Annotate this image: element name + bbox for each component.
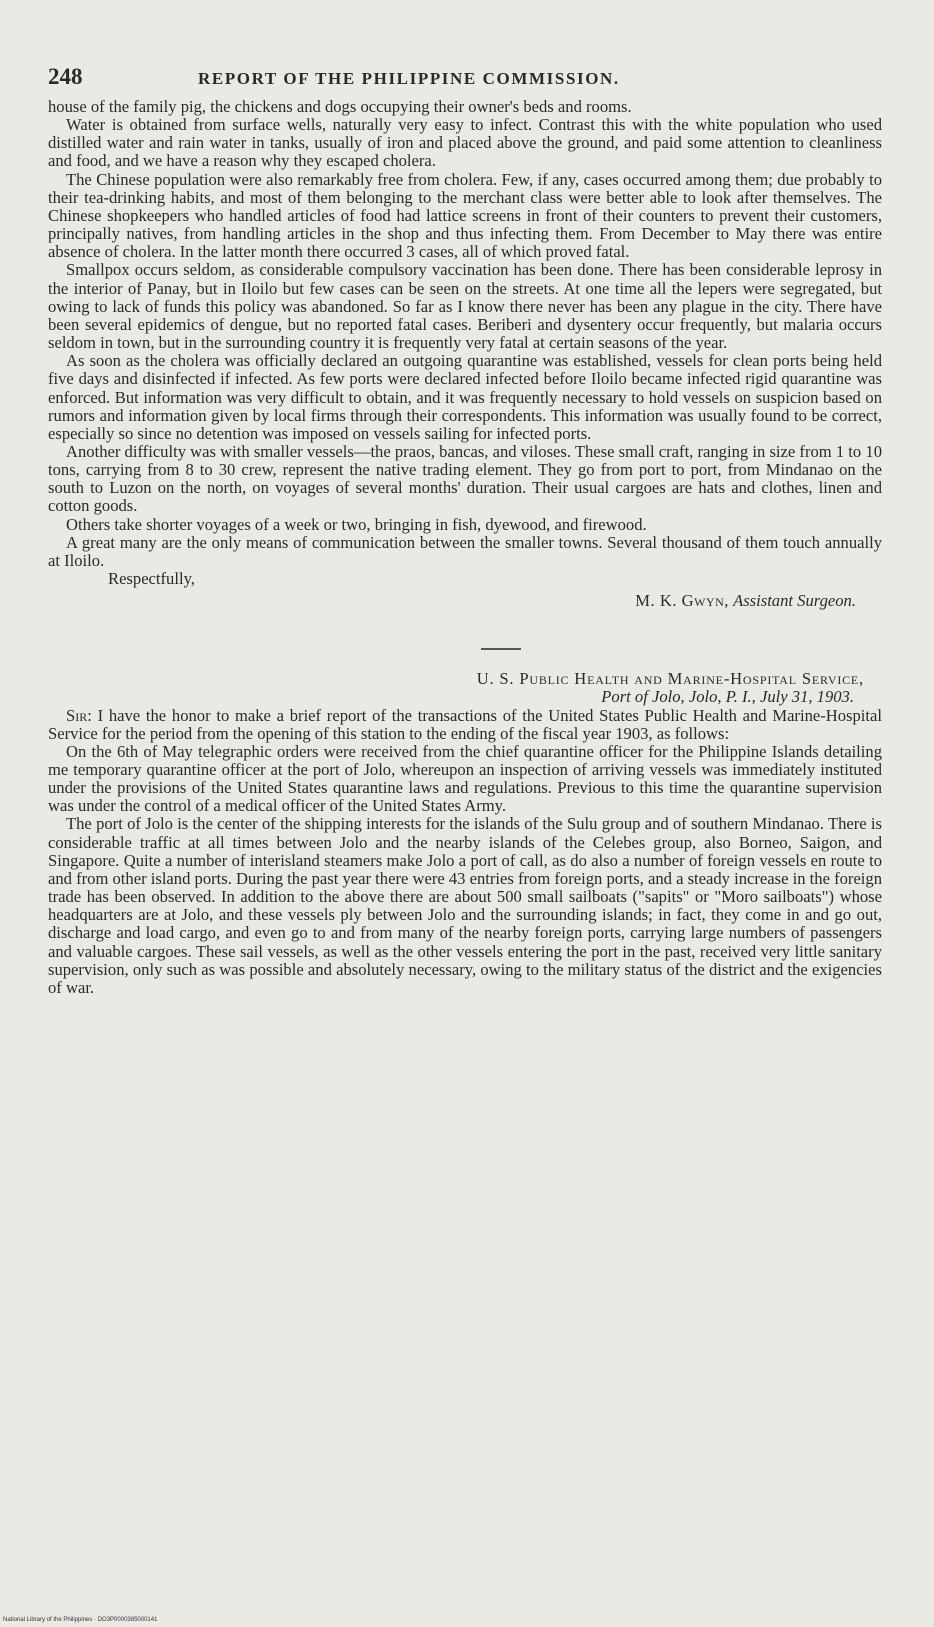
paragraph: The port of Jolo is the center of the shipping interests for the islands of the Sulu group and of southern Mindanao. There is considerable traffic at all times between Jolo and the nearby islands of the Celebes group, also Borneo, Saigon, and Singapore. Quite a number of interisland steamers make Jolo a port of call, as do also a number of foreign vessels en route to and from other island ports. During the past year there were 43 entries from foreign ports, and a steady increase in the foreign trade has been observed. In addition to the above there are about 500 small sailboats ("sapits" or "Moro sailboats") whose headquarters are at Jolo, and these vessels ply between Jolo and the surrounding islands; in fact, they come in and go out, discharge and load cargo, and even go to and from many of the nearby foreign ports, carrying large numbers of passengers and valuable cargoes. These sail vessels, as well as the other vessels entering the port in the past, received very little sanitary supervision, only such as was possible and absolutely necessary, owing to the military status of the district and the exigencies of war. bbox=[48, 814, 883, 997]
signature bbox=[48, 590, 882, 612]
paragraph-text: I have the honor to make a brief report of the transactions of the United States Public Health and Marine-Hospital Service for the period from the opening of this station to the ending of the fiscal year 1903, as follows: bbox=[48, 705, 882, 743]
signature-name: M. K. Gwyn, bbox=[635, 591, 729, 611]
paragraph: A great many are the only means of communication between the smaller towns. Several thousand of them touch annually at Iloilo. bbox=[48, 532, 882, 570]
page-header bbox=[48, 64, 882, 98]
closing: Respectfully, bbox=[108, 569, 195, 589]
report-body-part1 bbox=[48, 98, 882, 570]
paragraph: Others take shorter voyages of a week or two, bringing in fish, dyewood, and firewood. bbox=[66, 514, 647, 534]
paragraph: Smallpox occurs seldom, as considerable compulsory vaccination has been done. There has been considerable leprosy in the interior of Panay, but in Iloilo but few cases can be seen on the streets. At one time all the lepers were segregated, but owing to lack of funds this policy was abandoned. So far as I know there never has been any plague in the city. There have been several epidemics of dengue, but no reported fatal cases. Beriberi and dysentery occur frequently, but malaria occurs seldom in town, but in the surrounding country it is frequently very fatal at certain seasons of the year. bbox=[48, 260, 882, 353]
paragraph: Another difficulty was with smaller vessels—the praos, bancas, and viloses. These small craft, ranging in size from 1 to 10 tons, carrying from 8 to 30 crew, represent the native trading element. They go from port to port, from Mindanao on the south to Luzon on the north, on voyages of several months' duration. Their usual cargoes are hats and clothes, linen and cotton goods. bbox=[48, 441, 882, 516]
letter-head bbox=[48, 670, 882, 706]
library-footer: National Library of the Philippines · DO3P0000385000141 bbox=[3, 1617, 158, 1623]
page-number: 248 bbox=[48, 64, 83, 89]
report-body-part2 bbox=[48, 707, 882, 998]
letter-organization: U. S. Public Health and Marine-Hospital Service, bbox=[476, 669, 864, 689]
paragraph: house of the family pig, the chickens and dogs occupying their owner's beds and rooms. bbox=[48, 97, 632, 116]
paragraph: On the 6th of May telegraphic orders were received from the chief quarantine officer for the Philippine Islands detailing me temporary quarantine officer at the port of Jolo, whereupon an inspection of arriving vessels was immediately instituted under the provisions of the United States quarantine laws and regulations. Previous to this time the quarantine supervision was under the control of a medical officer of the United States Army. bbox=[48, 741, 882, 816]
salutation: Sir: bbox=[66, 705, 92, 725]
paragraph: The Chinese population were also remarkably free from cholera. Few, if any, cases occurred among them; due probably to their tea-drinking habits, and most of them belonging to the merchant class were better able to look after themselves. The Chinese shopkeepers who handled articles of food had lattice screens in front of their counters to prevent their customers, principally natives, from handling articles in the shop and thus infecting them. From December to May there was entire absence of cholera. In the latter month there occurred 3 cases, all of which proved fatal. bbox=[48, 169, 882, 262]
paragraph bbox=[48, 707, 882, 743]
letter-place-date: Port of Jolo, Jolo, P. I., July 31, 1903. bbox=[601, 687, 854, 707]
paragraph: Water is obtained from surface wells, naturally very easy to infect. Contrast this with the white population who used distilled water and rain water in tanks, usually of iron and placed above the ground, and paid some attention to cleanliness and food, and we have a reason why they escaped cholera. bbox=[48, 115, 882, 171]
signature-title: Assistant Surgeon. bbox=[733, 591, 856, 611]
document-page bbox=[48, 64, 882, 997]
paragraph: As soon as the cholera was officially declared an outgoing quarantine was established, vessels for clean ports being held five days and disinfected if infected. As few ports were declared infected before Iloilo became infected rigid quarantine was enforced. But information was very difficult to obtain, and it was frequently necessary to hold vessels on suspicion based on rumors and information given by local firms through their correspondents. This information was usually found to be correct, especially so since no detention was imposed on vessels sailing for infected ports. bbox=[48, 351, 882, 443]
section-divider bbox=[481, 648, 521, 650]
running-title: REPORT OF THE PHILIPPINE COMMISSION. bbox=[198, 69, 620, 88]
